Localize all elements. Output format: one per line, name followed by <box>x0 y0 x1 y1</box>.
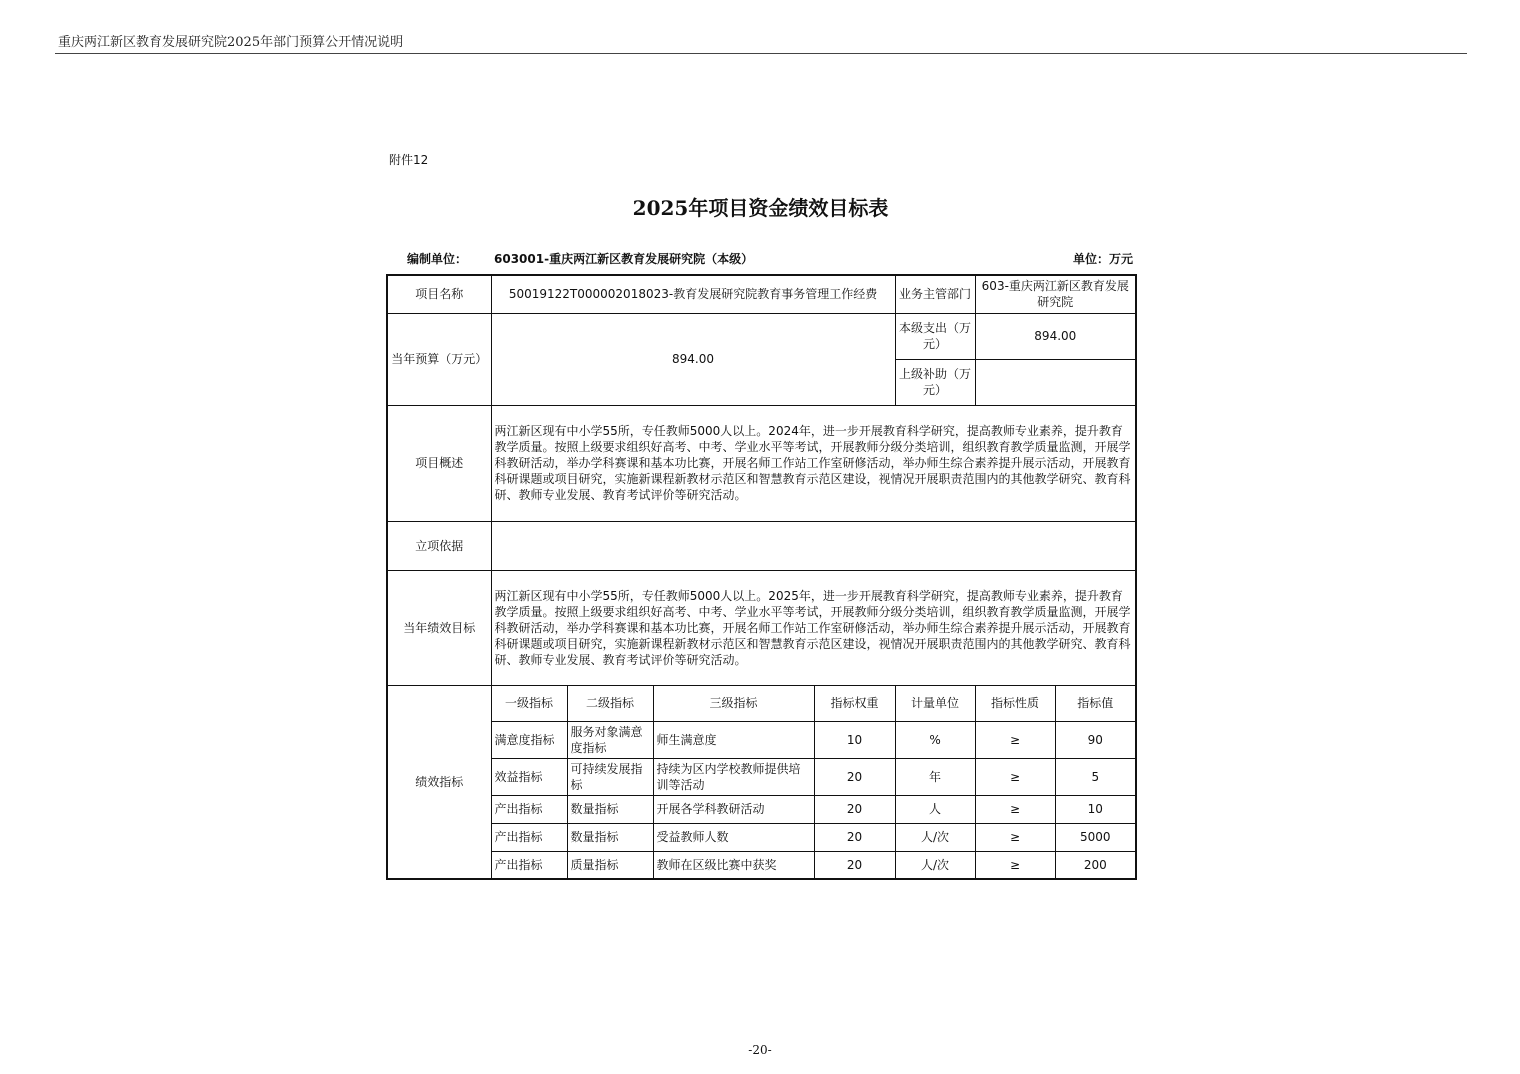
header-value: 指标值 <box>1055 685 1136 721</box>
superior-subsidy-value <box>975 359 1136 405</box>
indicator-unit: 人/次 <box>895 823 975 851</box>
table-row <box>387 823 1136 851</box>
indicator-value: 5 <box>1055 758 1136 795</box>
header-level1: 一级指标 <box>491 685 567 721</box>
table-row <box>387 721 1136 758</box>
indicator-level2: 质量指标 <box>567 851 653 879</box>
indicator-weight: 20 <box>814 758 895 795</box>
superior-subsidy-label: 上级补助（万元） <box>895 359 975 405</box>
indicator-level2: 数量指标 <box>567 823 653 851</box>
indicator-level3: 持续为区内学校教师提供培训等活动 <box>653 758 814 795</box>
goal-row <box>387 570 1136 685</box>
currency-unit: 单位：万元 <box>1072 252 1133 266</box>
indicator-level2: 可持续发展指标 <box>567 758 653 795</box>
budget-row <box>387 313 1136 359</box>
indicator-nature: ≥ <box>975 823 1055 851</box>
indicator-unit: 人/次 <box>895 851 975 879</box>
header-rule <box>55 53 1467 54</box>
basis-text <box>491 521 1136 570</box>
header-weight: 指标权重 <box>814 685 895 721</box>
indicator-header-row <box>387 685 1136 721</box>
indicator-nature: ≥ <box>975 795 1055 823</box>
indicator-value: 200 <box>1055 851 1136 879</box>
indicator-level3: 受益教师人数 <box>653 823 814 851</box>
indicator-value: 10 <box>1055 795 1136 823</box>
indicator-weight: 10 <box>814 721 895 758</box>
indicator-value: 90 <box>1055 721 1136 758</box>
indicator-unit: 年 <box>895 758 975 795</box>
page-number: -20- <box>748 1043 772 1057</box>
meta-row <box>386 250 1135 268</box>
header-level2: 二级指标 <box>567 685 653 721</box>
department-value: 603-重庆两江新区教育发展研究院 <box>975 275 1136 313</box>
basis-row <box>387 521 1136 570</box>
header-unit: 计量单位 <box>895 685 975 721</box>
performance-target-table <box>386 274 1137 880</box>
indicator-value: 5000 <box>1055 823 1136 851</box>
indicator-section-label: 绩效指标 <box>387 685 491 879</box>
indicator-weight: 20 <box>814 823 895 851</box>
running-header: 重庆两江新区教育发展研究院2025年部门预算公开情况说明 <box>58 35 404 50</box>
indicator-nature: ≥ <box>975 721 1055 758</box>
compiling-unit-label: 编制单位： <box>407 252 468 266</box>
indicator-level3: 教师在区级比赛中获奖 <box>653 851 814 879</box>
attachment-label: 附件12 <box>389 153 429 167</box>
indicator-weight: 20 <box>814 795 895 823</box>
indicator-level2: 数量指标 <box>567 795 653 823</box>
budget-label: 当年预算（万元） <box>387 313 491 405</box>
indicator-weight: 20 <box>814 851 895 879</box>
overview-text: 两江新区现有中小学55所，专任教师5000人以上。2024年，进一步开展教育科学研究，提高教师专业素养，提升教育教学质量。按照上级要求组织好高考、中考、学业水平等考试，开展教师分级分类培训，组织教育教学质量监测，开展学科教研活动，举办学科赛课和基本功比赛，开展名师工作站工作室研修活动，举办师生综合素养提升展示活动，开展教育科研课题或项目研究，实施新课程新教材示范区和智慧教育示范区建设，视情况开展职责范围内的其他教学研究、教育科研、教师专业发展、教育考试评价等研究活动。 <box>491 405 1136 521</box>
indicator-nature: ≥ <box>975 851 1055 879</box>
header-nature: 指标性质 <box>975 685 1055 721</box>
goal-text: 两江新区现有中小学55所，专任教师5000人以上。2025年，进一步开展教育科学研究，提高教师专业素养，提升教育教学质量。按照上级要求组织好高考、中考、学业水平等考试，开展教师分级分类培训，组织教育教学质量监测，开展学科教研活动，举办学科赛课和基本功比赛，开展名师工作站工作室研修活动，举办师生综合素养提升展示活动，开展教育科研课题或项目研究，实施新课程新教材示范区和智慧教育示范区建设，视情况开展职责范围内的其他教学研究、教育科研、教师专业发展、教育考试评价等研究活动。 <box>491 570 1136 685</box>
table-row <box>387 758 1136 795</box>
indicator-level3: 开展各学科教研活动 <box>653 795 814 823</box>
document-title: 2025年项目资金绩效目标表 <box>632 196 889 220</box>
compiling-unit-value: 603001-重庆两江新区教育发展研究院（本级） <box>494 252 754 266</box>
indicator-nature: ≥ <box>975 758 1055 795</box>
indicator-level1: 效益指标 <box>491 758 567 795</box>
indicator-level1: 满意度指标 <box>491 721 567 758</box>
table-row <box>387 795 1136 823</box>
department-label: 业务主管部门 <box>895 275 975 313</box>
project-name-value: 50019122T000002018023-教育发展研究院教育事务管理工作经费 <box>491 275 895 313</box>
indicator-level1: 产出指标 <box>491 823 567 851</box>
project-name-label: 项目名称 <box>387 275 491 313</box>
overview-label: 项目概述 <box>387 405 491 521</box>
table-row <box>387 851 1136 879</box>
overview-row <box>387 405 1136 521</box>
indicator-level2: 服务对象满意度指标 <box>567 721 653 758</box>
goal-label: 当年绩效目标 <box>387 570 491 685</box>
own-expenditure-value: 894.00 <box>975 313 1136 359</box>
own-expenditure-label: 本级支出（万元） <box>895 313 975 359</box>
header-level3: 三级指标 <box>653 685 814 721</box>
project-name-row <box>387 275 1136 313</box>
indicator-unit: 人 <box>895 795 975 823</box>
indicator-level3: 师生满意度 <box>653 721 814 758</box>
indicator-level1: 产出指标 <box>491 851 567 879</box>
budget-value: 894.00 <box>491 313 895 405</box>
basis-label: 立项依据 <box>387 521 491 570</box>
indicator-level1: 产出指标 <box>491 795 567 823</box>
indicator-unit: % <box>895 721 975 758</box>
